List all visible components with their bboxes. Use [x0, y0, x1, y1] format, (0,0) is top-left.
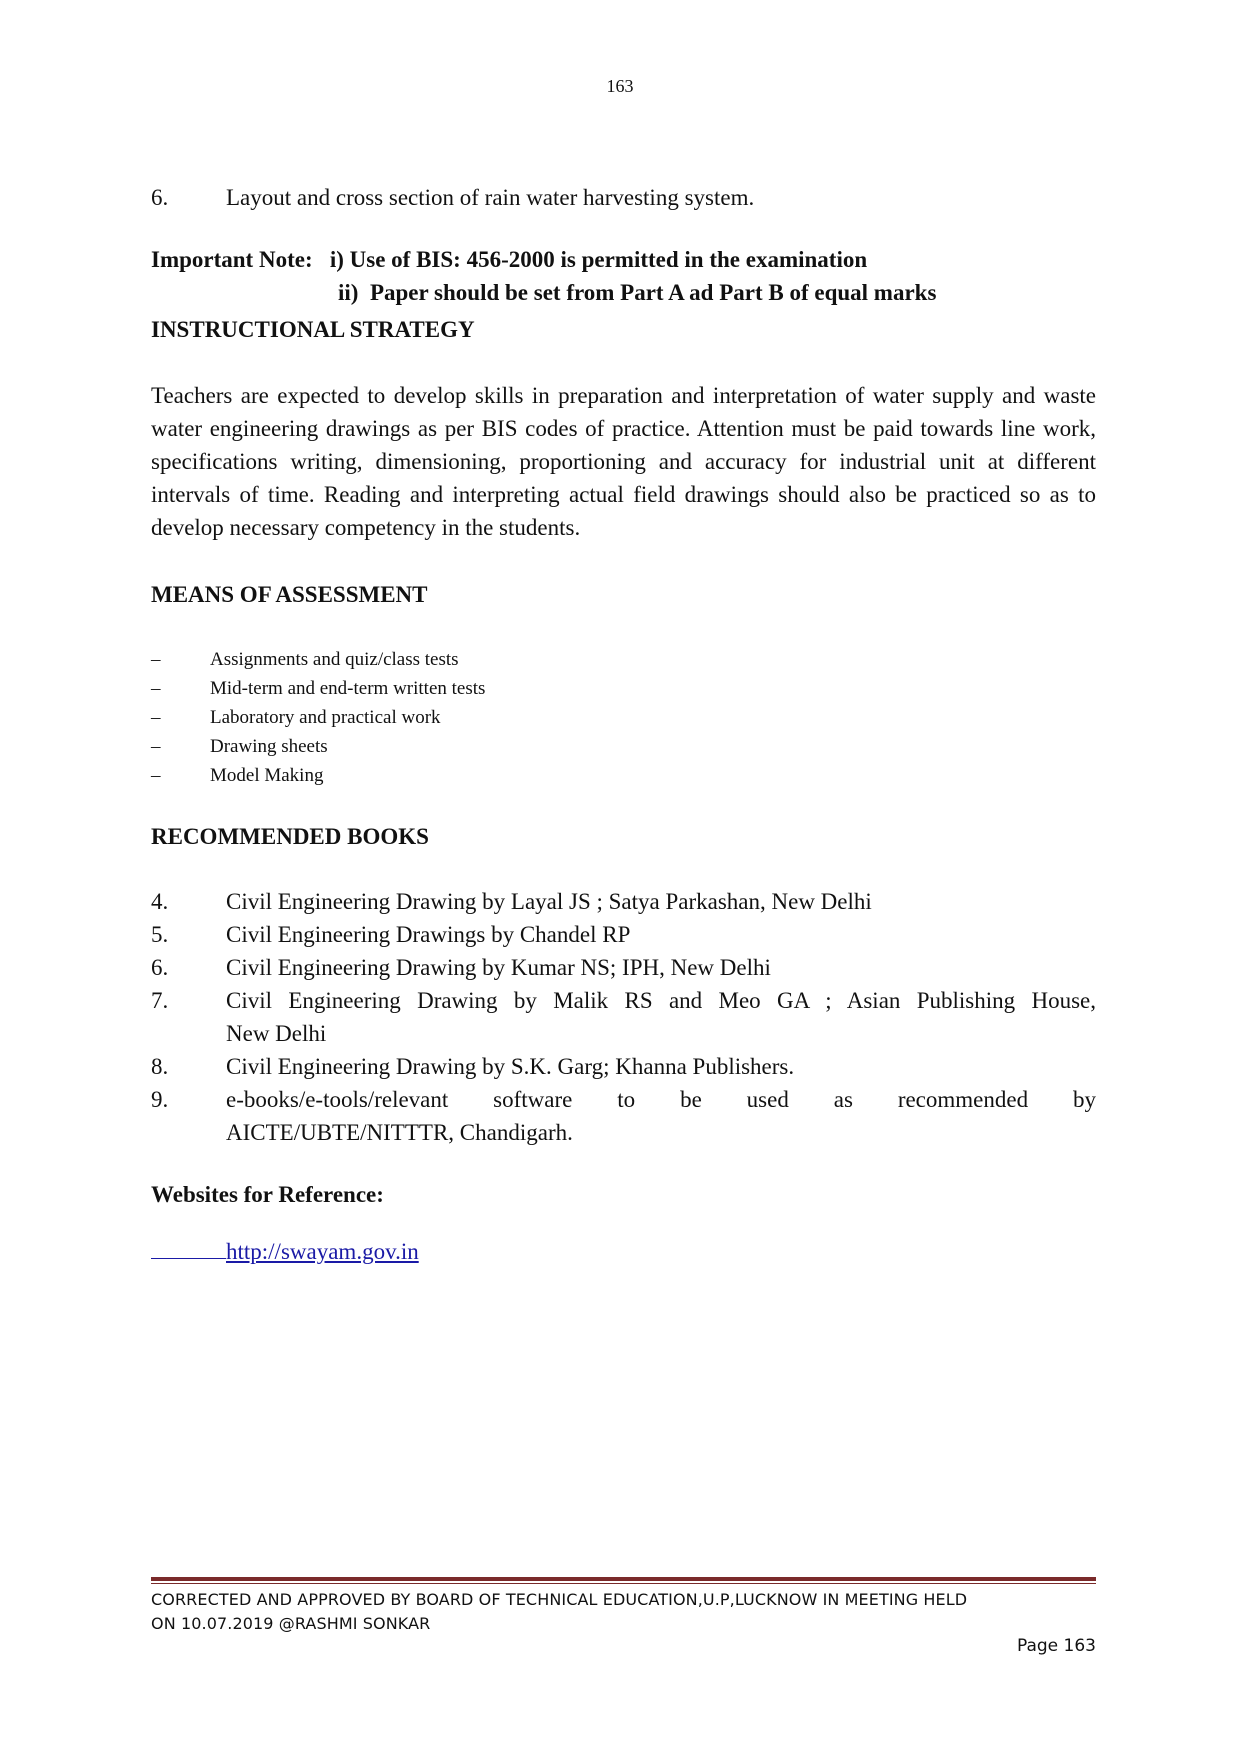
list-item: 7. Civil Engineering Drawing by Malik RS and Meo GA ; Asian Publishing House, New Delhi	[151, 988, 1096, 1046]
instructional-strategy-heading: INSTRUCTIONAL STRATEGY	[151, 317, 475, 342]
dash-bullet: –	[151, 649, 161, 670]
item-text: Layout and cross section of rain water harvesting system.	[226, 185, 755, 210]
dash-bullet: –	[151, 707, 161, 728]
footer-rule-thin	[151, 1583, 1096, 1584]
list-item: 5. Civil Engineering Drawings by Chandel RP	[151, 922, 631, 947]
important-note	[151, 247, 867, 273]
list-item: – Assignments and quiz/class tests	[151, 645, 485, 674]
list-item: 4. Civil Engineering Drawing by Layal JS ; Satya Parkashan, New Delhi	[151, 889, 872, 914]
footer-rule-thick	[151, 1577, 1096, 1581]
drawing-item-6	[151, 181, 1096, 214]
dash-bullet: –	[151, 736, 161, 757]
recommended-books-list	[151, 885, 1096, 1149]
note-line-1: i) Use of BIS: 456-2000 is permitted in the examination	[329, 247, 868, 272]
list-item: 8. Civil Engineering Drawing by S.K. Garg; Khanna Publishers.	[151, 1054, 795, 1079]
page-number-top: 163	[606, 76, 634, 96]
list-item: 6. Civil Engineering Drawing by Kumar NS; IPH, New Delhi	[151, 955, 771, 980]
swayam-link[interactable]: http://swayam.gov.in	[226, 1239, 419, 1264]
list-item: 9. e-books/e-tools/relevant software to be used as recommended by AICTE/UBTE/NITTTR, Chandigarh.	[151, 1087, 1096, 1145]
footer-page-number: Page 163	[1016, 1636, 1096, 1656]
list-item: – Model Making	[151, 761, 485, 790]
dash-bullet: –	[151, 765, 161, 786]
note-line-2: ii) Paper should be set from Part A ad Part B of equal marks	[338, 280, 937, 305]
instructional-strategy-paragraph: Teachers are expected to develop skills in preparation and interpretation of water supply and waste water engineering drawings as per BIS codes of practice. Attention must be paid towards line work, specifications writing, dimensioning, proportioning and accuracy for industrial unit at different intervals of time. Reading and interpreting actual field drawings should also be practiced so as to develop necessary competency in the students.	[151, 383, 1096, 540]
website-link-line	[151, 1236, 419, 1265]
dash-bullet: –	[151, 678, 161, 699]
assessment-list	[151, 645, 485, 790]
footer-approval-text: CORRECTED AND APPROVED BY BOARD OF TECHNICAL EDUCATION,U.P,LUCKNOW IN MEETING HELD ON 10.07.2019 @RASHMI SONKAR	[151, 1590, 968, 1633]
list-item: – Mid-term and end-term written tests	[151, 674, 485, 703]
list-item: – Drawing sheets	[151, 732, 485, 761]
list-item: – Laboratory and practical work	[151, 703, 485, 732]
item-number: 6.	[151, 185, 169, 210]
assessment-heading: MEANS OF ASSESSMENT	[151, 582, 428, 607]
link-indent-underline	[151, 1236, 226, 1259]
websites-heading: Websites for Reference:	[151, 1182, 384, 1207]
recommended-books-heading: RECOMMENDED BOOKS	[151, 824, 429, 849]
note-label: Important Note:	[151, 247, 313, 272]
